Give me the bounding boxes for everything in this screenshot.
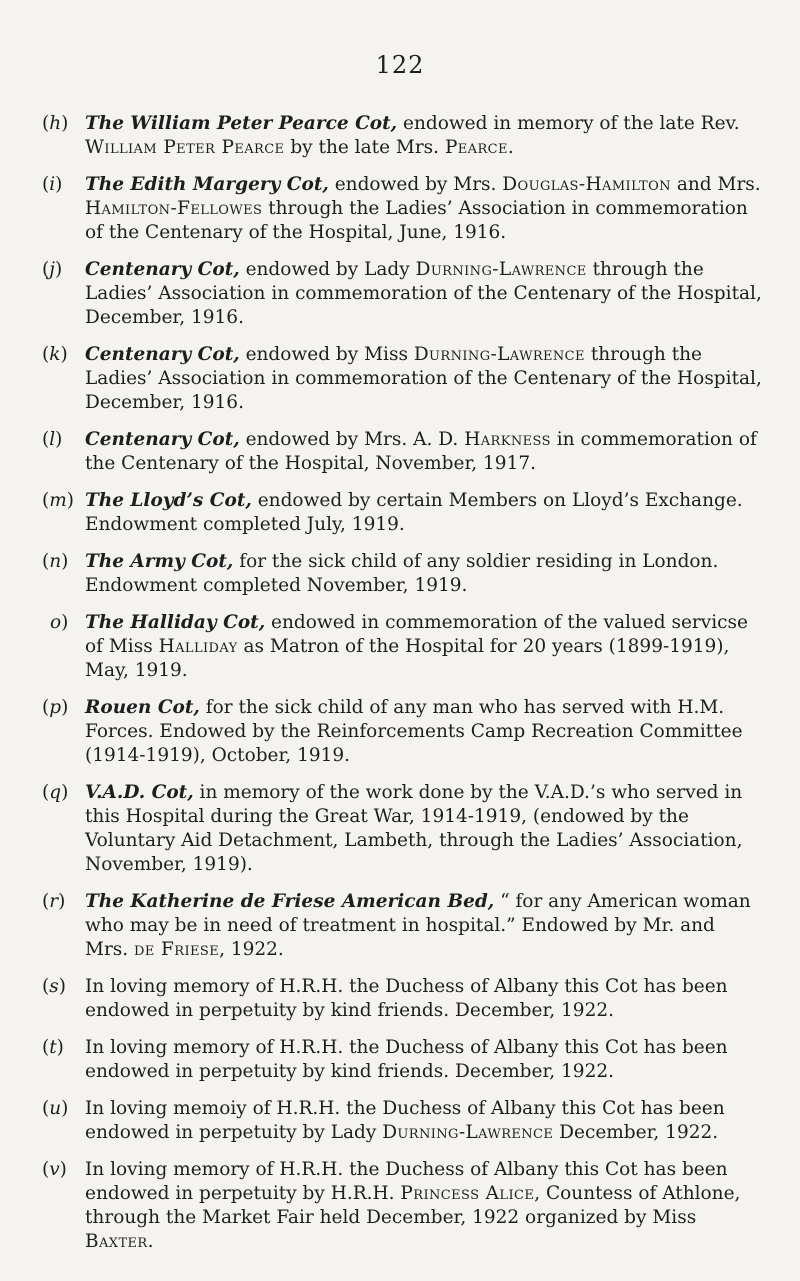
entry-q: (q) V.A.D. Cot, in memory of the work done by the V.A.D.’s who served in this Hospital during the Great War, 1914-1919, (endowed by the Voluntary Aid Detachment, Lambeth, through the Ladies’ Association, November, 1919). [42,782,743,875]
entry-label: (j) [42,259,63,280]
entry-title: The Edith Margery Cot, [85,174,329,195]
entry-n: (n) The Army Cot, for the sick child of any soldier residing in London. Endowment completed November, 1919. [42,551,719,596]
entry-label: (m) [42,490,74,511]
entry-title: The Katherine de Friese American Bed, [85,891,495,912]
entry-title: Centenary Cot, [85,344,240,365]
entry-k: (k) Centenary Cot, endowed by Miss Durning-Lawrence through the Ladies’ Association in commemoration of the Centenary of the Hospital, December, 1916. [42,344,762,413]
entry-label: (u) [42,1098,69,1119]
cot-endowment-list [42,112,762,1267]
entry-label: (k) [42,344,68,365]
page-number: 122 [375,51,425,79]
entry-s: (s) In loving memory of H.R.H. the Duchess of Albany this Cot has been endowed in perpetuity by kind friends. December, 1922. [42,976,728,1021]
entry-label: (r) [42,891,66,912]
entry-label: (p) [42,697,69,718]
entry-title: The Army Cot, [85,551,234,572]
entry-h: (h) The William Peter Pearce Cot, endowed in memory of the late Rev. William Peter Pearce by the late Mrs. Pearce. [42,113,740,158]
entry-u: (u) In loving memoiy of H.R.H. the Duchess of Albany this Cot has been endowed in perpetuity by Lady Durning-Lawrence December, 1922. [42,1098,725,1143]
entry-title: Rouen Cot, [85,697,200,718]
entry-label: (v) [42,1159,67,1180]
entry-label: (h) [42,113,69,134]
entry-m: (m) The Lloyd’s Cot, endowed by certain Members on Lloyd’s Exchange. Endowment completed July, 1919. [42,490,743,535]
entry-label: (n) [42,551,69,572]
entry-title: V.A.D. Cot, [85,782,194,803]
entry-v: (v) In loving memory of H.R.H. the Duchess of Albany this Cot has been endowed in perpetuity by H.R.H. Princess Alice, Countess of Athlone, through the Market Fair held December, 1922 organized by Miss Baxter. [42,1159,741,1252]
entry-p: (p) Rouen Cot, for the sick child of any man who has served with H.M. Forces. Endowed by the Reinforcements Camp Recreation Committee (1914-1919), October, 1919. [42,697,743,766]
entry-label: o) [50,612,69,633]
entry-title: Centenary Cot, [85,429,240,450]
entry-label: (q) [42,782,69,803]
entry-title: The Lloyd’s Cot, [85,490,252,511]
entry-o: o) The Halliday Cot, endowed in commemoration of the valued servicse of Miss Halliday as Matron of the Hospital for 20 years (1899-1919), May, 1919. [50,612,748,681]
entry-r: (r) The Katherine de Friese American Bed, “ for any American woman who may be in need of treatment in hospital.” Endowed by Mr. and Mrs. de Friese, 1922. [42,891,751,960]
entry-t: (t) In loving memory of H.R.H. the Duchess of Albany this Cot has been endowed in perpetuity by kind friends. December, 1922. [42,1037,728,1082]
entry-title: The William Peter Pearce Cot, [85,113,398,134]
entry-label: (t) [42,1037,64,1058]
entry-i: (i) The Edith Margery Cot, endowed by Mrs. Douglas-Hamilton and Mrs. Hamilton-Fellowes through the Ladies’ Association in commemoration of the Centenary of the Hospital, June, 1916. [42,174,761,243]
entry-j: (j) Centenary Cot, endowed by Lady Durning-Lawrence through the Ladies’ Association in commemoration of the Centenary of the Hospital, December, 1916. [42,259,762,328]
entry-title: The Halliday Cot, [85,612,266,633]
entry-label: (l) [42,429,63,450]
entry-title: Centenary Cot, [85,259,240,280]
entry-label: (i) [42,174,63,195]
entry-label: (s) [42,976,66,997]
entry-l: (l) Centenary Cot, endowed by Mrs. A. D. Harkness in commemoration of the Centenary of the Hospital, November, 1917. [42,429,757,474]
